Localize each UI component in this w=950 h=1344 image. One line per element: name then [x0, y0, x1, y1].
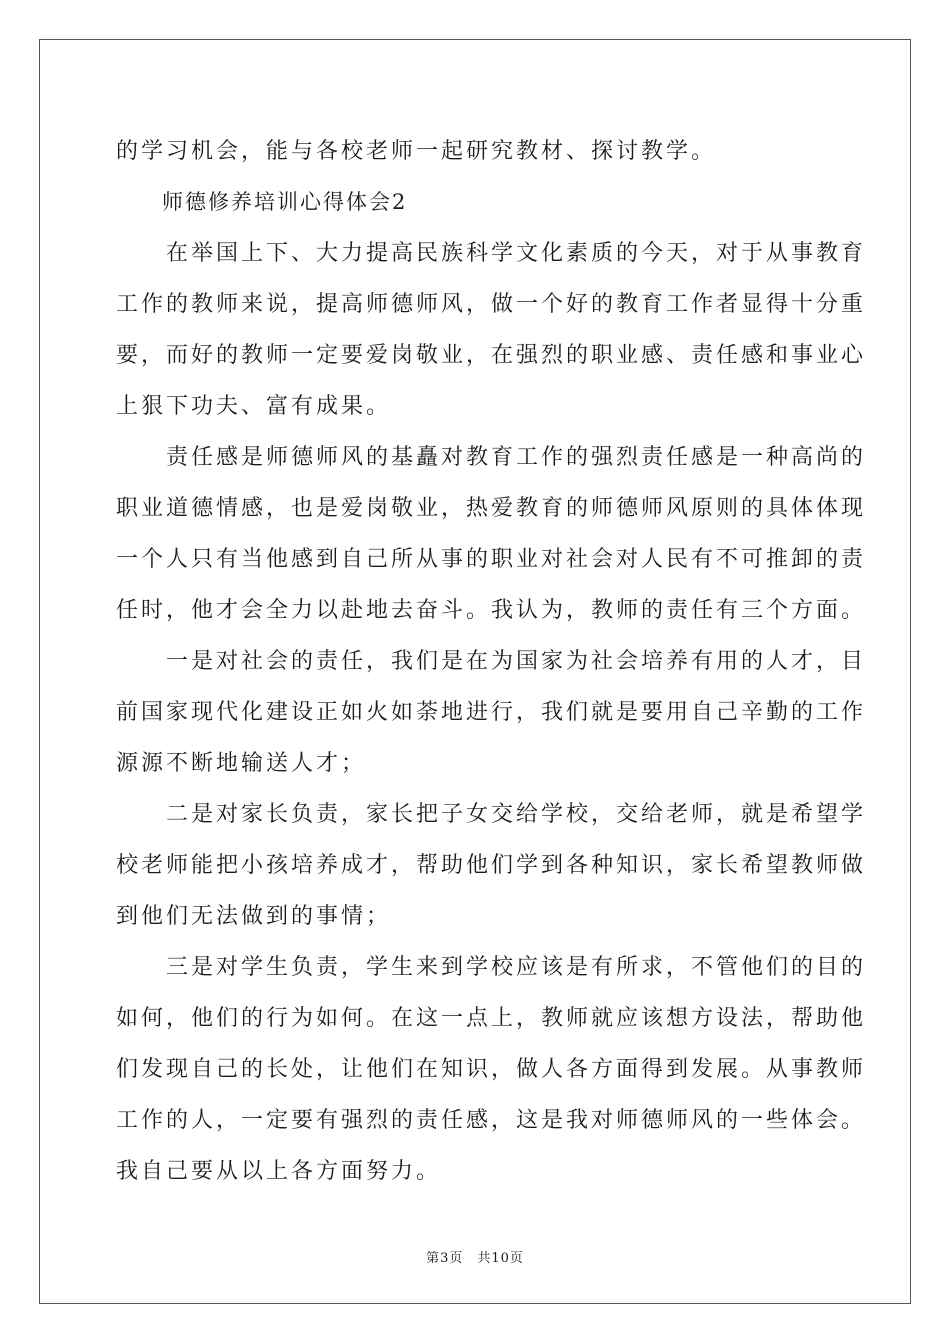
- text-line: 三是对学生负责，学生来到学校应该是有所求，不管他们的目的: [116, 955, 867, 980]
- text-line: 源源不断地输送人才；: [116, 751, 367, 776]
- text-line: 责任感是师德师风的基矗对教育工作的强烈责任感是一种高尚的: [116, 445, 867, 470]
- document-body: [116, 126, 867, 1197]
- text-line: 前国家现代化建设正如火如荼地进行，我们就是要用自己辛勤的工作: [116, 700, 867, 725]
- text-line: 校老师能把小孩培养成才，帮助他们学到各种知识，家长希望教师做: [116, 853, 867, 878]
- text-line: 我自己要从以上各方面努力。: [116, 1159, 442, 1184]
- text-line: 要，而好的教师一定要爱岗敬业，在强烈的职业感、责任感和事业心: [116, 343, 867, 368]
- text-line: 的学习机会，能与各校老师一起研究教材、探讨教学。: [116, 139, 717, 164]
- text-line: 们发现自己的长处，让他们在知识，做人各方面得到发展。从事教师: [116, 1057, 867, 1082]
- text-line: 二是对家长负责，家长把子女交给学校，交给老师，就是希望学: [116, 802, 867, 827]
- text-line: 在举国上下、大力提高民族科学文化素质的今天，对于从事教育: [116, 241, 867, 266]
- text-line: 工作的人，一定要有强烈的责任感，这是我对师德师风的一些体会。: [116, 1108, 867, 1133]
- text-line: 职业道德情感，也是爱岗敬业，热爱教育的师德师风原则的具体体现: [116, 496, 867, 521]
- text-line: 一是对社会的责任，我们是在为国家为社会培养有用的人才，目: [116, 649, 867, 674]
- text-line: 到他们无法做到的事情；: [116, 904, 392, 929]
- text-line: 如何，他们的行为如何。在这一点上，教师就应该想方设法，帮助他: [116, 1006, 867, 1031]
- text-line: 工作的教师来说，提高师德师风，做一个好的教育工作者显得十分重: [116, 292, 867, 317]
- page-number-footer: 第3页 共10页: [426, 1251, 524, 1266]
- text-line: 任时，他才会全力以赴地去奋斗。我认为，教师的责任有三个方面。: [116, 598, 867, 623]
- text-line: 上狠下功夫、富有成果。: [116, 394, 392, 419]
- text-line: 一个人只有当他感到自己所从事的职业对社会对人民有不可推卸的责: [116, 547, 867, 572]
- section-heading: 师德修养培训心得体会2: [116, 190, 408, 214]
